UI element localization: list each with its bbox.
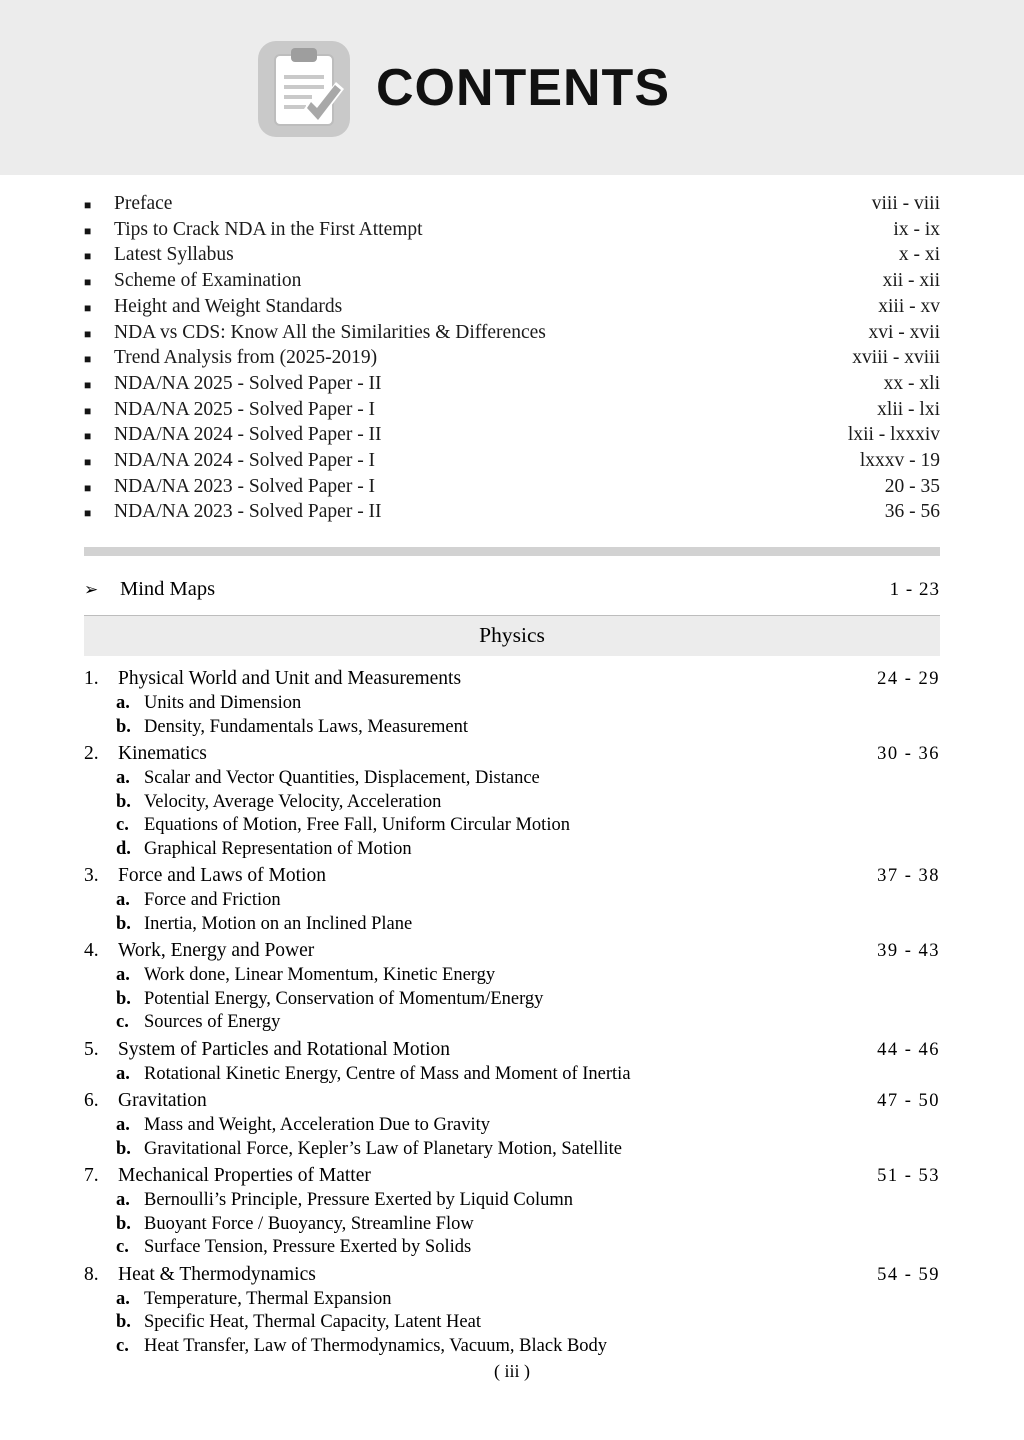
square-bullet-icon: ■: [84, 506, 92, 521]
chapter-pages: 54 - 59: [877, 1264, 940, 1285]
sub-topic[interactable]: [84, 716, 940, 740]
front-matter-pages: xvi - xvii: [868, 321, 940, 343]
sub-topic-letter: c.: [116, 815, 129, 836]
front-matter-label: Preface: [114, 193, 173, 214]
section-header-physics: Physics: [84, 615, 940, 656]
sub-topic[interactable]: [84, 692, 940, 716]
sub-topic-text: Buoyant Force / Buoyancy, Streamline Flow: [144, 1213, 474, 1234]
chapter-pages: 47 - 50: [877, 1091, 940, 1112]
sub-topic-text: Force and Friction: [144, 890, 281, 911]
sub-topic-letter: a.: [116, 1190, 130, 1211]
chapter-heading[interactable]: [84, 938, 940, 964]
sub-topic-letter: a.: [116, 1115, 130, 1136]
square-bullet-icon: ■: [84, 429, 92, 444]
chapter-number: 1.: [84, 668, 99, 690]
front-matter-pages: ix - ix: [893, 218, 940, 240]
front-matter-label: NDA/NA 2025 - Solved Paper - I: [114, 398, 376, 420]
chapter-number: 6.: [84, 1090, 99, 1112]
sub-topic-text: Density, Fundamentals Laws, Measurement: [144, 716, 469, 737]
sub-topic[interactable]: [84, 964, 940, 988]
list-item[interactable]: [84, 295, 940, 321]
sub-topic[interactable]: [84, 767, 940, 791]
front-matter-list: [84, 192, 940, 526]
sub-topic[interactable]: [84, 988, 940, 1012]
front-matter-label: NDA vs CDS: Know All the Similarities & Differences: [114, 321, 546, 343]
mind-maps-label: Mind Maps: [120, 578, 216, 601]
chapter-entry[interactable]: [84, 1037, 940, 1087]
sub-topic-text: Scalar and Vector Quantities, Displacement, Distance: [144, 768, 540, 789]
divider: [84, 547, 940, 556]
list-item[interactable]: [84, 218, 940, 244]
chapter-pages: 37 - 38: [877, 866, 940, 887]
sub-topic[interactable]: [84, 1011, 940, 1035]
front-matter-pages: xx - xli: [883, 372, 940, 394]
front-matter-pages: xviii - xviii: [852, 347, 940, 369]
sub-topic-letter: c.: [116, 1237, 129, 1258]
list-item[interactable]: [84, 321, 940, 347]
chapter-entry[interactable]: [84, 741, 940, 861]
sub-topic-letter: a.: [116, 693, 130, 714]
sub-topic[interactable]: [84, 1138, 940, 1162]
page-title: CONTENTS: [376, 58, 670, 117]
square-bullet-icon: ■: [84, 480, 92, 495]
clipboard-check-icon: [258, 39, 350, 139]
square-bullet-icon: ■: [84, 223, 92, 238]
chapter-heading[interactable]: [84, 1037, 940, 1063]
front-matter-label: NDA/NA 2024 - Solved Paper - II: [114, 424, 382, 446]
sub-topic[interactable]: [84, 1189, 940, 1213]
mind-maps-pages: 1 - 23: [889, 579, 940, 601]
front-matter-pages: x - xi: [898, 244, 940, 266]
sub-topic-text: Bernoulli’s Principle, Pressure Exerted by Liquid Column: [144, 1190, 574, 1211]
sub-topic-text: Inertia, Motion on an Inclined Plane: [144, 913, 413, 934]
front-matter-label: NDA/NA 2024 - Solved Paper - I: [114, 450, 376, 472]
front-matter-pages: xlii - lxi: [877, 398, 940, 420]
front-matter-label: NDA/NA 2023 - Solved Paper - II: [114, 501, 382, 523]
list-item[interactable]: [84, 423, 940, 449]
square-bullet-icon: ■: [84, 326, 92, 341]
mind-maps-row[interactable]: [84, 578, 940, 607]
list-item[interactable]: [84, 449, 940, 475]
front-matter-label: Latest Syllabus: [114, 244, 234, 266]
sub-topic-letter: b.: [116, 1312, 131, 1333]
sub-topic[interactable]: [84, 1335, 940, 1359]
sub-topic[interactable]: [84, 1288, 940, 1312]
square-bullet-icon: ■: [84, 403, 92, 418]
arrow-bullet-icon: ➢: [84, 580, 99, 600]
header-band: [0, 0, 1024, 175]
sub-topic-letter: b.: [116, 913, 131, 934]
sub-topic[interactable]: [84, 913, 940, 937]
chapter-number: 4.: [84, 940, 99, 962]
sub-topic-text: Graphical Representation of Motion: [144, 838, 412, 859]
list-item[interactable]: [84, 269, 940, 295]
front-matter-label: NDA/NA 2025 - Solved Paper - II: [114, 372, 382, 394]
chapter-title: System of Particles and Rotational Motion: [118, 1038, 451, 1060]
chapter-entry[interactable]: [84, 1163, 940, 1260]
sub-topic-letter: b.: [116, 716, 131, 737]
chapter-title: Mechanical Properties of Matter: [118, 1165, 371, 1187]
chapter-title: Kinematics: [118, 743, 207, 765]
sub-topic[interactable]: [84, 889, 940, 913]
chapter-heading[interactable]: [84, 666, 940, 692]
chapter-pages: 51 - 53: [877, 1166, 940, 1187]
sub-topic[interactable]: [84, 1236, 940, 1260]
chapter-entry[interactable]: [84, 1088, 940, 1161]
sub-topic-text: Temperature, Thermal Expansion: [144, 1288, 392, 1309]
chapter-number: 2.: [84, 743, 99, 765]
chapter-entry[interactable]: [84, 666, 940, 739]
sub-topic-letter: b.: [116, 988, 131, 1009]
chapter-number: 5.: [84, 1038, 99, 1060]
chapter-heading[interactable]: [84, 863, 940, 889]
front-matter-pages: viii - viii: [871, 193, 940, 214]
list-item[interactable]: [84, 192, 940, 218]
sub-topic-text: Units and Dimension: [144, 693, 302, 714]
sub-topic-text: Mass and Weight, Acceleration Due to Gravity: [144, 1115, 490, 1136]
front-matter-pages: xiii - xv: [878, 295, 940, 317]
sub-topic-text: Specific Heat, Thermal Capacity, Latent Heat: [144, 1312, 481, 1333]
front-matter-pages: 36 - 56: [884, 501, 940, 523]
chapter-heading[interactable]: [84, 1163, 940, 1189]
sub-topic-letter: c.: [116, 1335, 129, 1356]
chapter-title: Physical World and Unit and Measurements: [118, 668, 462, 690]
page-number: ( iii ): [494, 1361, 530, 1381]
sub-topic-letter: b.: [116, 791, 131, 812]
sub-topic-letter: a.: [116, 1288, 130, 1309]
front-matter-pages: lxxxv - 19: [859, 450, 940, 472]
chapter-pages: 30 - 36: [877, 744, 940, 765]
sub-topic[interactable]: [84, 1063, 940, 1087]
sub-topic[interactable]: [84, 791, 940, 815]
sub-topic[interactable]: [84, 1213, 940, 1237]
chapter-number: 7.: [84, 1165, 99, 1187]
sub-topic-text: Sources of Energy: [144, 1012, 281, 1033]
sub-topic-letter: a.: [116, 965, 130, 986]
sub-topic-letter: d.: [116, 838, 131, 859]
sub-topic-letter: a.: [116, 890, 130, 911]
sub-topic[interactable]: [84, 1114, 940, 1138]
list-item[interactable]: [84, 346, 940, 372]
chapter-number: 8.: [84, 1263, 99, 1285]
sub-topic-text: Potential Energy, Conservation of Momentum/Energy: [144, 988, 544, 1009]
chapter-list: [84, 666, 940, 1358]
square-bullet-icon: ■: [84, 249, 92, 264]
square-bullet-icon: ■: [84, 377, 92, 392]
square-bullet-icon: ■: [84, 352, 92, 367]
chapter-title: Force and Laws of Motion: [118, 865, 326, 887]
front-matter-label: NDA/NA 2023 - Solved Paper - I: [114, 475, 376, 497]
front-matter-label: Trend Analysis from (2025-2019): [114, 347, 378, 369]
list-item[interactable]: [84, 398, 940, 424]
front-matter-label: Scheme of Examination: [114, 270, 302, 292]
front-matter-pages: xii - xii: [882, 270, 940, 292]
chapter-entry[interactable]: [84, 938, 940, 1035]
chapter-title: Heat & Thermodynamics: [118, 1263, 316, 1285]
sub-topic-letter: a.: [116, 1063, 130, 1084]
front-matter-label: Tips to Crack NDA in the First Attempt: [114, 218, 423, 240]
sub-topic[interactable]: [84, 1311, 940, 1335]
sub-topic-text: Gravitational Force, Kepler’s Law of Planetary Motion, Satellite: [144, 1138, 622, 1159]
list-item[interactable]: [84, 475, 940, 501]
contents-body: [0, 175, 1024, 1360]
chapter-pages: 44 - 46: [877, 1039, 940, 1060]
square-bullet-icon: ■: [84, 455, 92, 470]
header-inner: [0, 0, 1024, 175]
sub-topic-text: Heat Transfer, Law of Thermodynamics, Vacuum, Black Body: [144, 1335, 608, 1356]
sub-topic[interactable]: [84, 814, 940, 838]
sub-topic-text: Work done, Linear Momentum, Kinetic Energy: [144, 965, 496, 986]
chapter-heading[interactable]: [84, 1262, 940, 1288]
square-bullet-icon: ■: [84, 275, 92, 290]
front-matter-pages: 20 - 35: [884, 475, 940, 497]
chapter-title: Gravitation: [118, 1090, 207, 1112]
sub-topic-letter: b.: [116, 1213, 131, 1234]
list-item[interactable]: [84, 372, 940, 398]
sub-topic-text: Equations of Motion, Free Fall, Uniform Circular Motion: [144, 815, 570, 836]
sub-topic-text: Rotational Kinetic Energy, Centre of Mass and Moment of Inertia: [144, 1063, 631, 1084]
chapter-entry[interactable]: [84, 863, 940, 936]
sub-topic[interactable]: [84, 838, 940, 862]
sub-topic-text: Velocity, Average Velocity, Acceleration: [144, 791, 442, 812]
front-matter-label: Height and Weight Standards: [114, 295, 343, 317]
front-matter-pages: lxii - lxxxiv: [847, 424, 940, 446]
sub-topic-letter: c.: [116, 1012, 129, 1033]
list-item[interactable]: [84, 243, 940, 269]
chapter-heading[interactable]: [84, 1088, 940, 1114]
sub-topic-text: Surface Tension, Pressure Exerted by Solids: [144, 1237, 472, 1258]
square-bullet-icon: ■: [84, 300, 92, 315]
chapter-title: Work, Energy and Power: [118, 940, 315, 962]
chapter-heading[interactable]: [84, 741, 940, 767]
sub-topic-letter: a.: [116, 768, 130, 789]
list-item[interactable]: [84, 500, 940, 526]
chapter-number: 3.: [84, 865, 99, 887]
chapter-pages: 24 - 29: [877, 669, 940, 690]
square-bullet-icon: ■: [84, 198, 92, 212]
chapter-pages: 39 - 43: [877, 941, 940, 962]
chapter-entry[interactable]: [84, 1262, 940, 1359]
sub-topic-letter: b.: [116, 1138, 131, 1159]
